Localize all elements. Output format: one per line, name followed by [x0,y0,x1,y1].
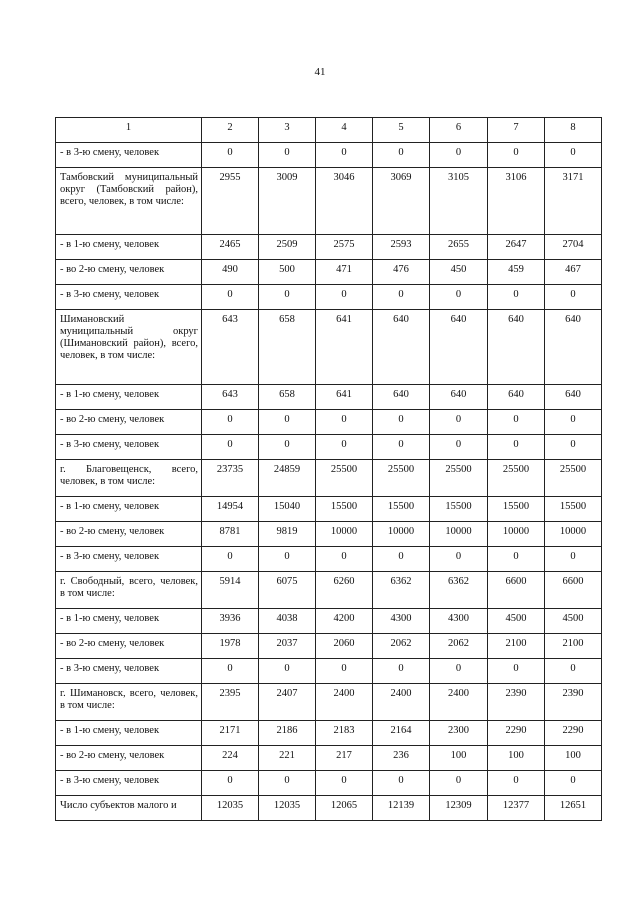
table-row [56,609,602,634]
value-cell: 15500 [316,497,373,522]
table-row [56,572,602,609]
value-cell: 0 [545,143,602,168]
value-cell: 236 [373,746,430,771]
value-cell: 6600 [488,572,545,609]
value-cell: 0 [545,771,602,796]
row-label: - в 3-ю смену, человек [56,659,202,684]
row-label: г. Шимановск, всего, человек, в том числе: [56,684,202,721]
value-cell: 1978 [202,634,259,659]
table-row [56,143,602,168]
row-label: - в 1-ю смену, человек [56,609,202,634]
value-cell: 2400 [373,684,430,721]
value-cell: 2400 [430,684,488,721]
table-header-row [56,118,602,143]
value-cell: 12035 [202,796,259,821]
value-cell: 12035 [259,796,316,821]
value-cell: 15500 [545,497,602,522]
table-row [56,522,602,547]
value-cell: 640 [488,310,545,385]
value-cell: 643 [202,385,259,410]
value-cell: 2062 [430,634,488,659]
value-cell: 2655 [430,235,488,260]
table-row [56,659,602,684]
value-cell: 0 [488,435,545,460]
row-label: - в 3-ю смену, человек [56,435,202,460]
header-cell: 1 [56,118,202,143]
value-cell: 3069 [373,168,430,235]
value-cell: 640 [373,310,430,385]
value-cell: 100 [430,746,488,771]
value-cell: 0 [202,547,259,572]
value-cell: 0 [202,143,259,168]
value-cell: 100 [545,746,602,771]
value-cell: 641 [316,310,373,385]
value-cell: 0 [316,659,373,684]
value-cell: 2100 [488,634,545,659]
table-row [56,634,602,659]
value-cell: 4500 [545,609,602,634]
value-cell: 0 [430,659,488,684]
row-label: - во 2-ю смену, человек [56,634,202,659]
value-cell: 12139 [373,796,430,821]
value-cell: 2465 [202,235,259,260]
row-label: - в 3-ю смену, человек [56,285,202,310]
value-cell: 0 [202,659,259,684]
value-cell: 4300 [430,609,488,634]
value-cell: 0 [373,285,430,310]
value-cell: 2955 [202,168,259,235]
table-row [56,235,602,260]
value-cell: 0 [545,410,602,435]
value-cell: 221 [259,746,316,771]
value-cell: 4200 [316,609,373,634]
value-cell: 25500 [545,460,602,497]
value-cell: 25500 [373,460,430,497]
value-cell: 8781 [202,522,259,547]
value-cell: 0 [316,410,373,435]
value-cell: 658 [259,385,316,410]
row-label: Тамбовский муниципальный округ (Тамбовский район), всего, человек, в том числе: [56,168,202,235]
row-label: Шимановский муниципальный округ (Шимановский район), всего, человек, в том числе: [56,310,202,385]
value-cell: 9819 [259,522,316,547]
value-cell: 3046 [316,168,373,235]
value-cell: 14954 [202,497,259,522]
value-cell: 6362 [430,572,488,609]
value-cell: 0 [316,547,373,572]
header-cell: 6 [430,118,488,143]
value-cell: 0 [202,435,259,460]
value-cell: 2647 [488,235,545,260]
value-cell: 2575 [316,235,373,260]
value-cell: 0 [259,285,316,310]
value-cell: 0 [373,547,430,572]
header-cell: 8 [545,118,602,143]
value-cell: 2183 [316,721,373,746]
row-label: - в 1-ю смену, человек [56,721,202,746]
value-cell: 0 [430,143,488,168]
value-cell: 0 [202,410,259,435]
value-cell: 0 [316,771,373,796]
value-cell: 0 [259,659,316,684]
value-cell: 15040 [259,497,316,522]
value-cell: 640 [488,385,545,410]
header-cell: 4 [316,118,373,143]
value-cell: 0 [545,285,602,310]
table-row [56,721,602,746]
value-cell: 2290 [488,721,545,746]
data-table [55,117,602,821]
value-cell: 471 [316,260,373,285]
value-cell: 2407 [259,684,316,721]
value-cell: 2390 [545,684,602,721]
value-cell: 3009 [259,168,316,235]
row-label: - во 2-ю смену, человек [56,746,202,771]
table-row [56,385,602,410]
value-cell: 640 [545,385,602,410]
value-cell: 2100 [545,634,602,659]
value-cell: 0 [488,143,545,168]
value-cell: 0 [488,659,545,684]
table-row [56,771,602,796]
value-cell: 15500 [430,497,488,522]
header-cell: 3 [259,118,316,143]
value-cell: 2593 [373,235,430,260]
value-cell: 641 [316,385,373,410]
value-cell: 643 [202,310,259,385]
value-cell: 0 [545,547,602,572]
value-cell: 459 [488,260,545,285]
value-cell: 0 [430,285,488,310]
row-label: - в 1-ю смену, человек [56,385,202,410]
value-cell: 2509 [259,235,316,260]
value-cell: 2060 [316,634,373,659]
value-cell: 476 [373,260,430,285]
row-label: - в 1-ю смену, человек [56,497,202,522]
value-cell: 10000 [316,522,373,547]
value-cell: 0 [373,771,430,796]
value-cell: 0 [488,410,545,435]
value-cell: 3105 [430,168,488,235]
value-cell: 0 [373,435,430,460]
value-cell: 450 [430,260,488,285]
value-cell: 10000 [430,522,488,547]
value-cell: 0 [259,435,316,460]
value-cell: 4038 [259,609,316,634]
value-cell: 10000 [545,522,602,547]
page-number: 41 [314,66,326,78]
value-cell: 0 [430,771,488,796]
value-cell: 2400 [316,684,373,721]
value-cell: 12651 [545,796,602,821]
row-label: - во 2-ю смену, человек [56,410,202,435]
value-cell: 4300 [373,609,430,634]
value-cell: 10000 [373,522,430,547]
row-label: - в 3-ю смену, человек [56,771,202,796]
table-row [56,796,602,821]
value-cell: 25500 [488,460,545,497]
row-label: г. Благовещенск, всего, человек, в том числе: [56,460,202,497]
value-cell: 0 [488,285,545,310]
value-cell: 0 [316,285,373,310]
value-cell: 0 [259,771,316,796]
value-cell: 0 [316,435,373,460]
value-cell: 0 [430,410,488,435]
value-cell: 0 [202,771,259,796]
value-cell: 224 [202,746,259,771]
value-cell: 3936 [202,609,259,634]
value-cell: 640 [373,385,430,410]
row-label: Число субъектов малого и [56,796,202,821]
value-cell: 24859 [259,460,316,497]
value-cell: 2164 [373,721,430,746]
value-cell: 0 [202,285,259,310]
header-cell: 7 [488,118,545,143]
value-cell: 2704 [545,235,602,260]
value-cell: 640 [430,385,488,410]
value-cell: 2300 [430,721,488,746]
value-cell: 3171 [545,168,602,235]
value-cell: 0 [373,410,430,435]
value-cell: 23735 [202,460,259,497]
value-cell: 658 [259,310,316,385]
value-cell: 0 [259,143,316,168]
value-cell: 6260 [316,572,373,609]
table-row [56,168,602,235]
table-body [56,118,602,821]
value-cell: 12309 [430,796,488,821]
value-cell: 6075 [259,572,316,609]
row-label: - в 3-ю смену, человек [56,143,202,168]
table-row [56,285,602,310]
table-row [56,684,602,721]
value-cell: 217 [316,746,373,771]
value-cell: 6600 [545,572,602,609]
value-cell: 3106 [488,168,545,235]
value-cell: 0 [373,659,430,684]
value-cell: 2390 [488,684,545,721]
value-cell: 0 [430,547,488,572]
value-cell: 2062 [373,634,430,659]
value-cell: 4500 [488,609,545,634]
value-cell: 640 [545,310,602,385]
table-row [56,460,602,497]
value-cell: 2395 [202,684,259,721]
value-cell: 2290 [545,721,602,746]
table-row [56,497,602,522]
row-label: г. Свободный, всего, человек, в том числе: [56,572,202,609]
table-row [56,260,602,285]
row-label: - во 2-ю смену, человек [56,260,202,285]
table-row [56,310,602,385]
value-cell: 0 [259,410,316,435]
header-cell: 2 [202,118,259,143]
table-row [56,547,602,572]
value-cell: 25500 [316,460,373,497]
value-cell: 0 [545,435,602,460]
value-cell: 0 [488,547,545,572]
row-label: - во 2-ю смену, человек [56,522,202,547]
header-cell: 5 [373,118,430,143]
value-cell: 5914 [202,572,259,609]
value-cell: 2037 [259,634,316,659]
table-row [56,746,602,771]
value-cell: 12377 [488,796,545,821]
value-cell: 490 [202,260,259,285]
value-cell: 500 [259,260,316,285]
value-cell: 100 [488,746,545,771]
value-cell: 0 [373,143,430,168]
value-cell: 0 [430,435,488,460]
value-cell: 0 [259,547,316,572]
value-cell: 0 [488,771,545,796]
value-cell: 2186 [259,721,316,746]
table-row [56,435,602,460]
value-cell: 467 [545,260,602,285]
row-label: - в 1-ю смену, человек [56,235,202,260]
value-cell: 2171 [202,721,259,746]
value-cell: 640 [430,310,488,385]
value-cell: 25500 [430,460,488,497]
value-cell: 0 [545,659,602,684]
value-cell: 12065 [316,796,373,821]
table-row [56,410,602,435]
value-cell: 0 [316,143,373,168]
value-cell: 6362 [373,572,430,609]
value-cell: 10000 [488,522,545,547]
row-label: - в 3-ю смену, человек [56,547,202,572]
value-cell: 15500 [373,497,430,522]
value-cell: 15500 [488,497,545,522]
